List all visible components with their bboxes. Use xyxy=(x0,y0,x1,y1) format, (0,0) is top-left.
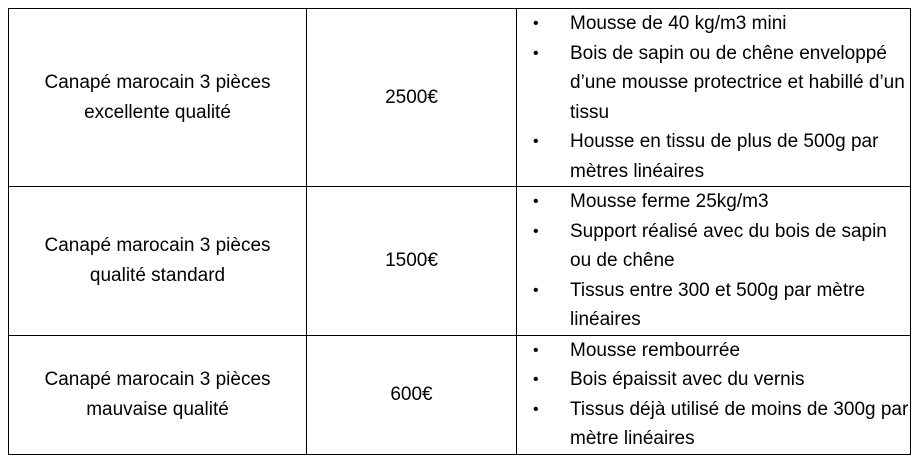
price-value: 600€ xyxy=(390,383,433,405)
price-cell xyxy=(307,9,517,187)
feature-list xyxy=(517,187,910,335)
bullet-icon: • xyxy=(533,222,539,240)
bullet-icon: • xyxy=(533,281,539,299)
features-cell xyxy=(517,9,911,187)
feature-text: Bois de sapin ou de chêne enveloppé d’une mousse protectrice et habillé d’un tissu xyxy=(570,42,905,123)
list-item xyxy=(517,336,910,366)
bullet-icon: • xyxy=(533,44,539,62)
list-item xyxy=(517,365,910,395)
product-name: Canapé marocain 3 pièces xyxy=(44,71,271,93)
product-name-cell xyxy=(9,335,307,454)
list-item xyxy=(517,39,910,128)
list-item xyxy=(517,187,910,217)
feature-text: Mousse de 40 kg/m3 mini xyxy=(570,13,787,34)
product-quality: qualité standard xyxy=(89,264,226,286)
product-name-cell xyxy=(9,9,307,187)
feature-text: Housse en tissu de plus de 500g par mètres linéaires xyxy=(570,131,879,182)
price-cell xyxy=(307,187,517,336)
bullet-icon: • xyxy=(533,371,539,388)
product-quality: excellente qualité xyxy=(84,101,231,123)
table-row xyxy=(9,9,911,187)
features-cell xyxy=(517,335,911,454)
list-item xyxy=(517,395,910,454)
list-item xyxy=(517,127,910,186)
price-value: 1500€ xyxy=(385,249,438,271)
bullet-icon: • xyxy=(533,15,539,32)
price-value: 2500€ xyxy=(385,86,438,108)
features-cell xyxy=(517,187,911,336)
feature-text: Support réalisé avec du bois de sapin ou de chêne xyxy=(570,220,887,271)
feature-text: Mousse ferme 25kg/m3 xyxy=(570,191,769,212)
feature-text: Bois épaissit avec du vernis xyxy=(570,369,805,390)
product-name: Canapé marocain 3 pièces xyxy=(44,368,271,390)
feature-text: Tissus entre 300 et 500g par mètre linéaires xyxy=(570,279,866,330)
bullet-icon: • xyxy=(533,133,539,150)
table-row xyxy=(9,187,911,336)
bullet-icon: • xyxy=(533,341,539,359)
bullet-icon: • xyxy=(533,400,539,418)
product-name: Canapé marocain 3 pièces xyxy=(44,234,271,256)
list-item xyxy=(517,276,910,335)
product-name-cell xyxy=(9,187,307,336)
product-quality: mauvaise qualité xyxy=(86,398,229,420)
feature-list xyxy=(517,9,910,186)
sofa-quality-table xyxy=(8,8,911,455)
list-item xyxy=(517,217,910,276)
feature-text: Mousse rembourrée xyxy=(570,339,741,361)
bullet-icon: • xyxy=(533,193,539,210)
list-item xyxy=(517,9,910,39)
feature-list xyxy=(517,336,910,454)
price-cell xyxy=(307,335,517,454)
feature-text: Tissus déjà utilisé de moins de 300g par mètre linéaires xyxy=(570,398,909,449)
table-row xyxy=(9,335,911,454)
